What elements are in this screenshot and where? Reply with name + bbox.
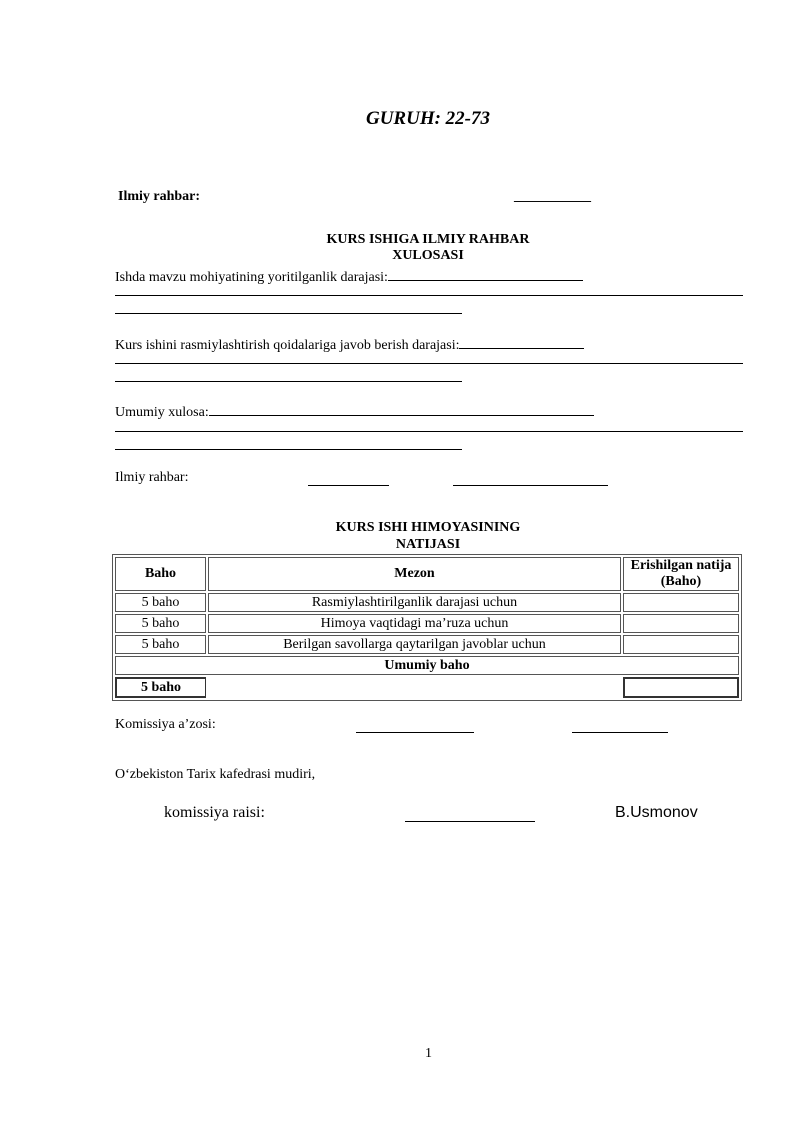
column-header-grade: Baho (115, 557, 206, 591)
answer-line (115, 313, 462, 314)
review-heading-line1: KURS ISHIGA ILMIY RAHBAR (326, 232, 530, 247)
defense-heading-line1: KURS ISHI HIMOYASINING (335, 520, 521, 535)
signature-line (405, 821, 535, 822)
name-line (572, 732, 668, 733)
supervisor-signature-blank: ___________ (514, 189, 591, 204)
criterion-cell: Berilgan savollarga qaytarilgan javoblar uchun (208, 635, 621, 654)
group-title: GURUH: 22-73 (365, 108, 491, 129)
answer-line (115, 431, 743, 432)
criterion-cell: Rasmiylashtirilganlik darajasi uchun (208, 593, 621, 612)
commission-chair-name: B.Usmonov (615, 804, 698, 821)
commission-chair-label: komissiya raisi: (164, 804, 265, 821)
answer-blank (459, 334, 584, 349)
supervisor-sign-label: Ilmiy rahbar: (115, 470, 189, 485)
name-line (453, 485, 608, 486)
grade-cell: 5 baho (115, 593, 206, 612)
review-heading-line2: XULOSASI (392, 248, 464, 263)
grade-cell: 5 baho (115, 635, 206, 654)
result-cell[interactable] (623, 614, 739, 633)
answer-blank (209, 401, 594, 416)
answer-line (115, 363, 743, 364)
question-topic-coverage (115, 266, 583, 286)
answer-line (115, 295, 743, 296)
table-row (115, 614, 739, 633)
supervisor-label: Ilmiy rahbar: (118, 189, 201, 204)
total-header-row (115, 656, 739, 675)
question-conclusion-label: Umumiy xulosa: (115, 405, 209, 420)
total-spacer (208, 677, 621, 698)
grade-cell: 5 baho (115, 614, 206, 633)
result-cell[interactable] (623, 635, 739, 654)
signature-line (356, 732, 474, 733)
answer-blank (388, 266, 583, 281)
page-number: 1 (425, 1046, 432, 1061)
result-cell[interactable] (623, 593, 739, 612)
table-header-row (115, 557, 739, 591)
column-header-criterion: Mezon (208, 557, 621, 591)
table-row (115, 593, 739, 612)
column-header-result: Erishilgan natija (Baho) (623, 557, 739, 591)
question-topic-coverage-label: Ishda mavzu mohiyatining yoritilganlik darajasi: (115, 270, 388, 285)
answer-line (115, 381, 462, 382)
total-row (115, 677, 739, 698)
signature-line (308, 485, 389, 486)
total-label: Umumiy baho (115, 656, 739, 675)
answer-line (115, 449, 462, 450)
total-grade-cell: 5 baho (115, 677, 206, 698)
commission-member-label: Komissiya a’zosi: (115, 717, 216, 732)
question-formatting (115, 334, 584, 354)
department-head-label: O‘zbekiston Tarix kafedrasi mudiri, (115, 767, 316, 782)
question-conclusion (115, 401, 594, 421)
criterion-cell: Himoya vaqtidagi ma’ruza uchun (208, 614, 621, 633)
total-result-cell[interactable] (623, 677, 739, 698)
defense-heading-line2: NATIJASI (395, 537, 461, 552)
question-formatting-label: Kurs ishini rasmiylashtirish qoidalariga javob berish darajasi: (115, 338, 460, 353)
table-row (115, 635, 739, 654)
defense-results-table (112, 554, 742, 701)
